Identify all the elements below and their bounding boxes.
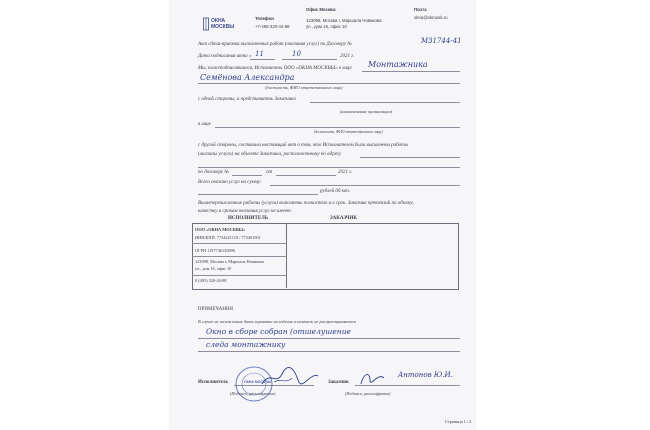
address-line2: ул., дом 16, офис 10 <box>195 266 232 271</box>
executor-role-hand: Монтажника <box>368 60 428 69</box>
other-side-2: (оказаны услуги) на объекте Заказчика, расположенному по адресу <box>198 152 342 157</box>
document-page <box>170 0 475 430</box>
customer-sign-label: Заказчик <box>328 380 349 385</box>
customer-sign-caption: (Подпись, расшифровка) <box>345 391 391 396</box>
executor-sign-label: Исполнитель <box>198 380 229 385</box>
col-executor-header: ИСПОЛНИТЕЛЬ <box>228 216 269 221</box>
page-number: Страница 1 / 2 <box>445 419 472 424</box>
position-caption: (должность, ФИО ответственного лица) <box>265 85 343 90</box>
logo-line1: ОКНА <box>211 18 226 24</box>
office-label: Офис Москва: <box>306 7 337 12</box>
contract-label: по договору № <box>198 170 229 175</box>
col-customer-header: ЗАКАЗЧИК <box>330 216 357 221</box>
notes-hand-1: Окно в сборе собран (отшелушение <box>206 327 351 336</box>
customer-name-hand: Антонов Ю.И. <box>398 371 453 379</box>
date-year: 2021 г. <box>340 54 355 59</box>
logo-line2: МОСКВЫ <box>211 24 235 30</box>
contract-number-hand: МЗ1744-41 <box>421 37 462 45</box>
date-month-hand: 10 <box>292 50 301 58</box>
notes-instruction: В случае не положенных Акта гарантии на изделия и монтаж не распространяются <box>198 319 356 324</box>
phone-label: Телефон <box>255 16 274 21</box>
position-caption-2: (должность, ФИО ответственного лица) <box>314 130 383 134</box>
table-phone: 8 (495) 320-44-88 <box>195 278 227 283</box>
office-line1: 123098, Москва г, Маршала Новикова <box>306 18 382 23</box>
inn-kpp: ИНН/КПП: 7734421118 / 773401001 <box>195 235 261 240</box>
we-line: Мы, нижеподписавшиеся, Исполнитель ООО «ОКНА МОСКВЫ» в лице <box>198 66 352 71</box>
executor-name-hand: Семёнова Александра <box>200 73 295 82</box>
date-label: Дата подписания акта « <box>198 54 252 59</box>
one-side: с одной стороны, и представитель Заказчика <box>198 97 296 102</box>
customer-signature-icon <box>358 368 388 388</box>
company-name: ООО «ОКНА МОСКВЫ» <box>195 227 246 232</box>
address-line1: 123098, Москва г, Маршала Новикова <box>195 259 265 264</box>
phone-value: +7-495-320-44-88 <box>255 24 290 29</box>
ogrn: ОГРН 1197746130096 <box>195 248 235 253</box>
stamp-text: ОКНА МОСКВЫ <box>244 380 272 384</box>
paragraph-2: качеству и срокам оказания услуг не имеет. <box>198 209 292 214</box>
other-side-1: с другой стороны, составили настоящий акт о том, что Исполнителем были выполнены работы <box>198 143 409 148</box>
org-caption: (наименование организации) <box>340 109 393 114</box>
total-currency: рублей 00 коп. <box>320 189 350 194</box>
total-label: Всего оказано услуг на сумму: <box>198 180 262 185</box>
executor-signature-icon <box>260 366 320 388</box>
logo <box>203 17 239 35</box>
mail-label: Почта <box>414 7 427 12</box>
email-value: okna@okmosk.ru <box>414 15 448 20</box>
notes-label: ПРИМЕЧАНИЯ <box>198 307 233 312</box>
notes-hand-2: следа монтажнику <box>206 340 286 349</box>
office-line2: ул., дом 16, офис 10 <box>306 24 347 29</box>
act-title: Акт сдачи-приемки выполненных работ (оказания услуг) по Договору № <box>198 42 352 47</box>
date-day-hand: 11 <box>255 50 264 58</box>
in-person: в лице <box>198 122 211 127</box>
contract-year: 2021 г. <box>338 170 353 175</box>
executor-sign-caption: (Подпись, расшифровка) <box>230 391 276 396</box>
contract-from: от <box>266 170 273 175</box>
paragraph-1: Вышеперечисленные работы (услуги) выполнены полностью и в срок. Заказчик претензий по объему, <box>198 201 414 206</box>
